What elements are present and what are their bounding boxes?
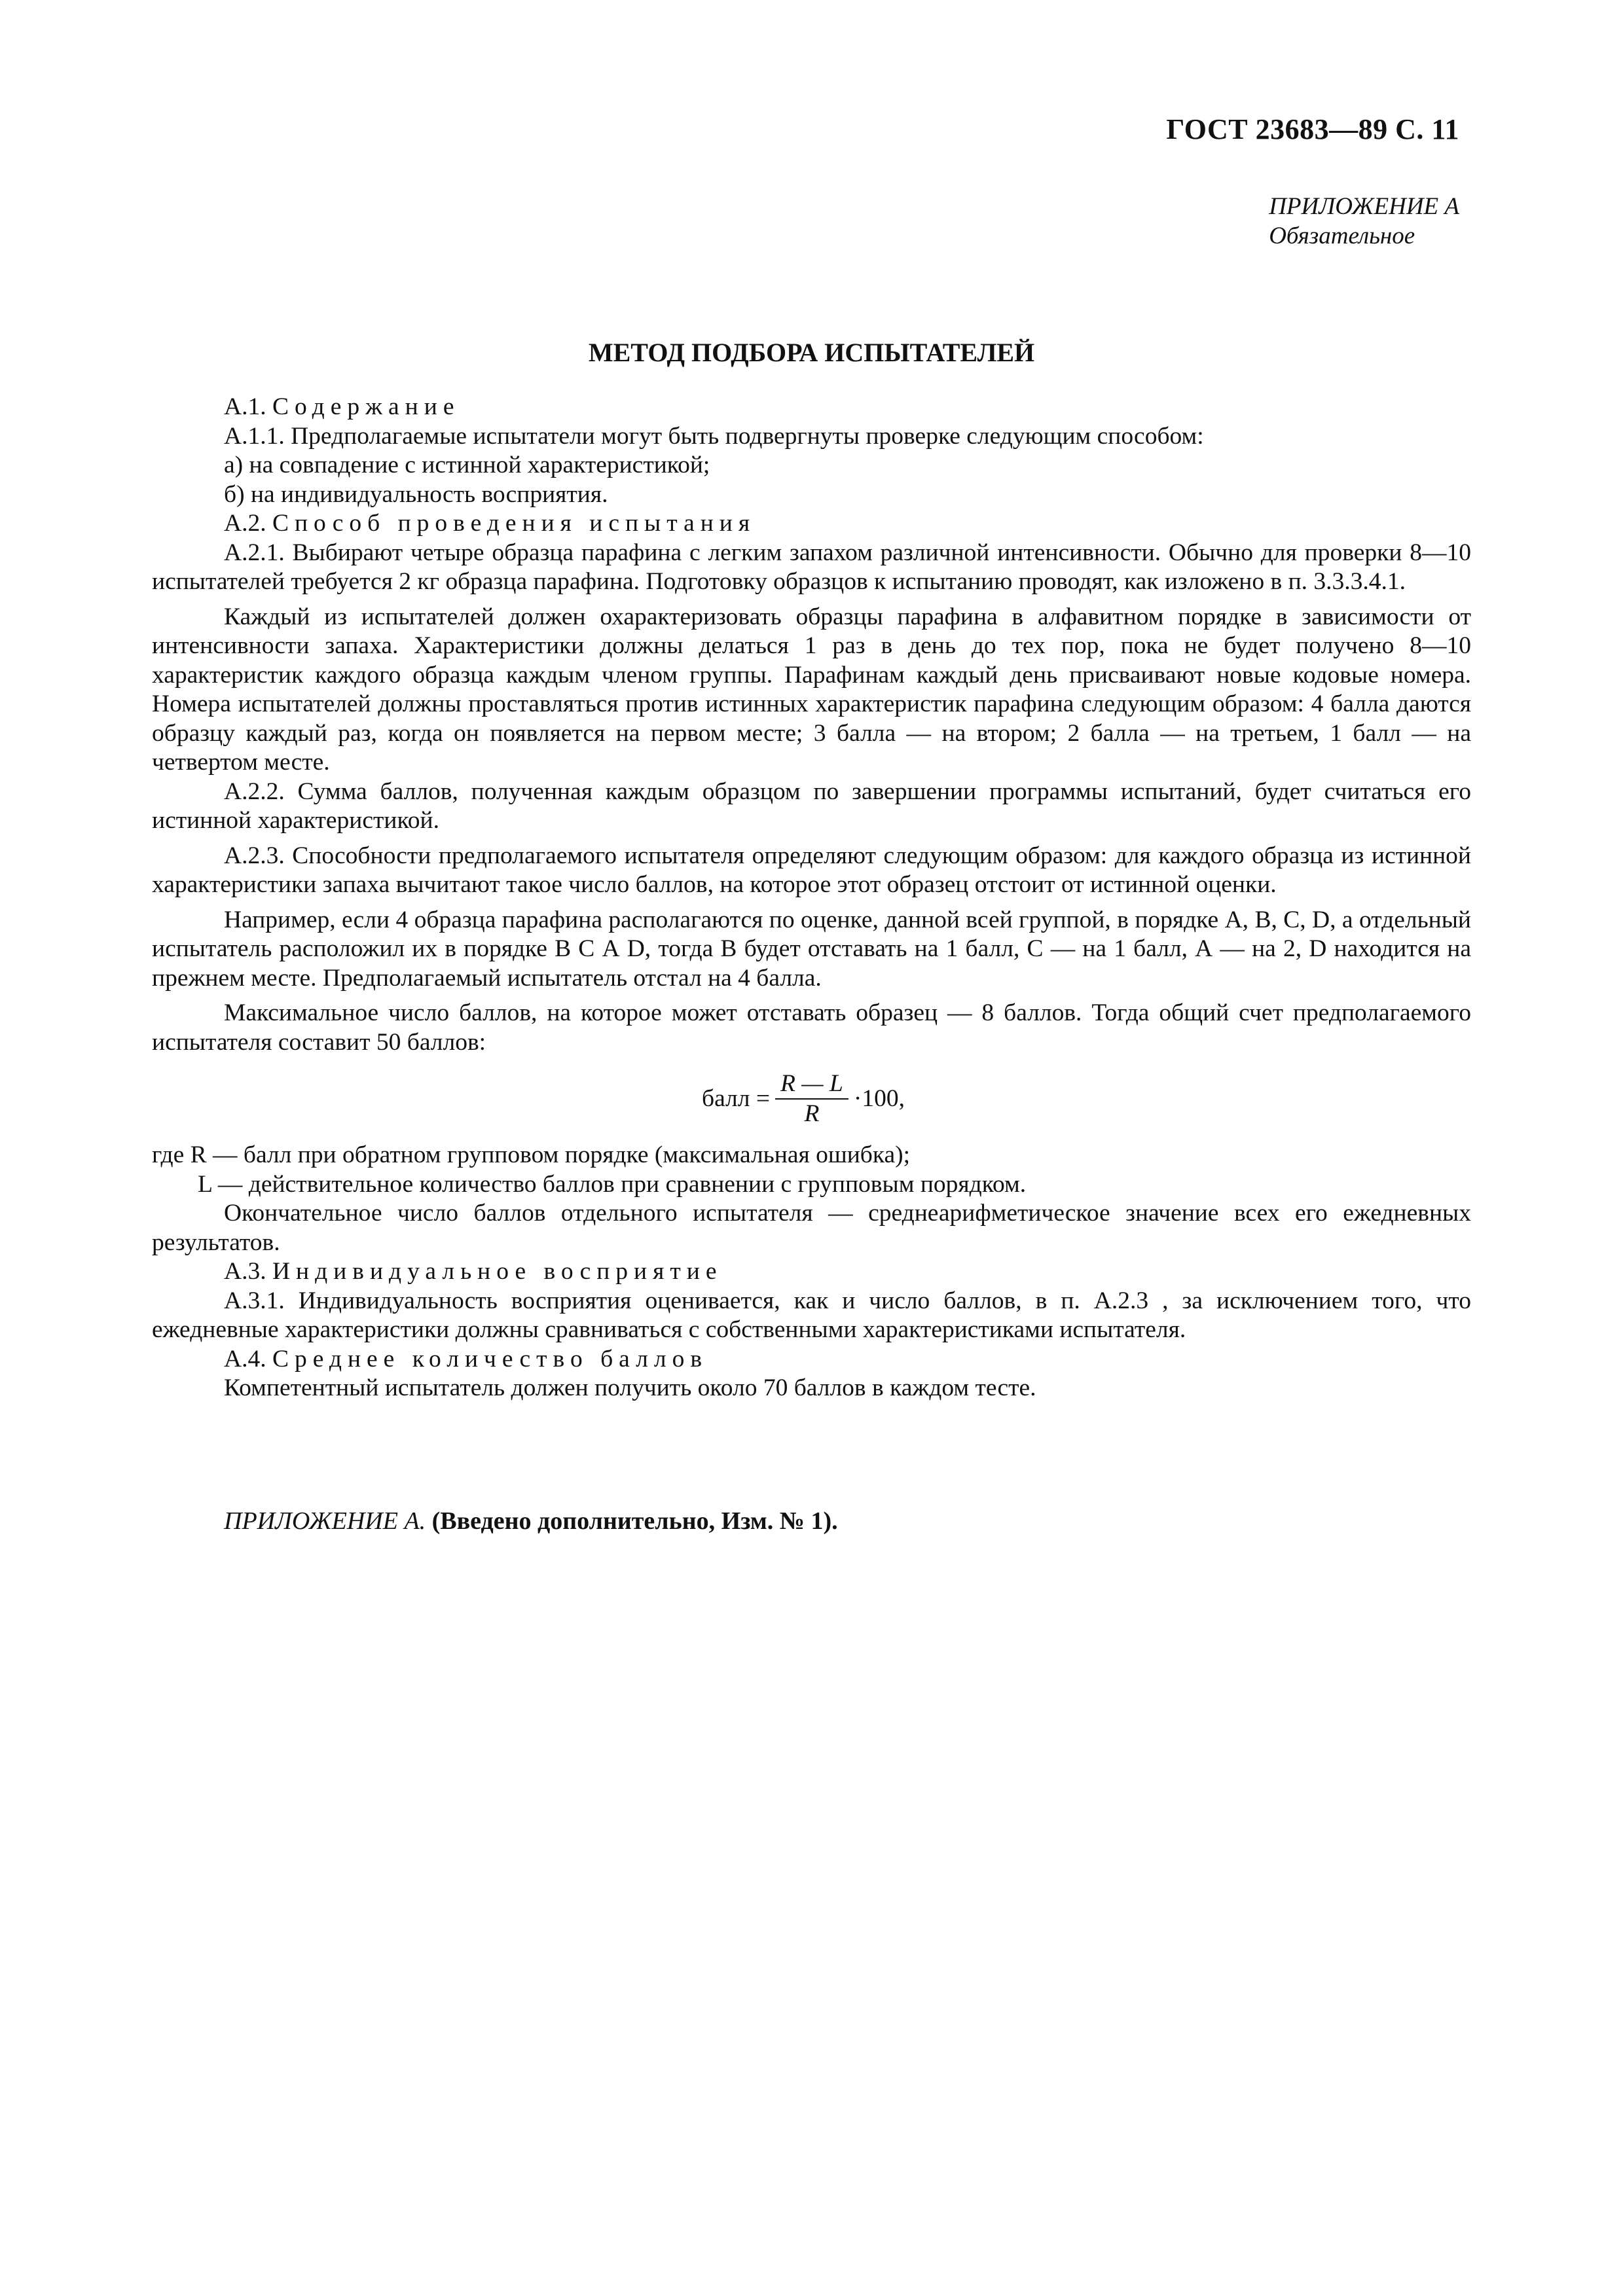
paragraph-max-score: Максимальное число баллов, на которое может отставать образец — 8 баллов. Тогда общий счет предполагаемого испытателя составит 50 баллов: bbox=[152, 999, 1471, 1056]
paragraph-final-score: Окончательное число баллов отдельного испытателя — среднеарифметическое значение всех его ежедневных результатов. bbox=[152, 1200, 1471, 1256]
paragraph-a21-2: Каждый из испытателей должен охарактеризовать образцы парафина в алфавитном порядке в зависимости от интенсивности запаха. Характеристики должны делаться 1 раз в день до тех пор, пока не будет получено 8—10 характеристик каждого образца каждым членом группы. Парафинам каждый день присваивают новые кодовые номера. Номера испытателей должны проставляться против истинных характеристик парафина следующим образом: 4 балла даются образцу каждый раз, когда он появляется на первом месте; 3 балла — на втором; 2 балла — на третьем, 1 балл — на четвертом месте. bbox=[152, 603, 1471, 776]
section-number: А.3. bbox=[224, 1258, 266, 1285]
formula-rhs: ·100, bbox=[853, 1085, 905, 1112]
paragraph-a11: А.1.1. Предполагаемые испытатели могут быть подвергнуты проверке следующим способом: bbox=[224, 422, 1204, 450]
paragraph-example: Например, если 4 образца парафина располагаются по оценке, данной всей группой, в порядке А, В, С, D, а отдельный испытатель расположил их в порядке В С А D, тогда В будет отставать на 1 балл, С — на 1 балл, А — на 2, D находится на прежнем месте. Предполагаемый испытатель отстал на 4 балла. bbox=[152, 906, 1471, 992]
list-item-a: а) на совпадение с истинной характеристикой; bbox=[224, 452, 710, 478]
section-heading-a3 bbox=[152, 1257, 1471, 1287]
list-item-b: б) на индивидуальность восприятия. bbox=[224, 480, 608, 508]
formula-fraction bbox=[775, 1069, 848, 1128]
paragraph-a4: Компетентный испытатель должен получить около 70 баллов в каждом тесте. bbox=[224, 1374, 1036, 1401]
appendix-block bbox=[1269, 192, 1459, 251]
section-heading-a4 bbox=[152, 1345, 1471, 1374]
section-title: Индивидуальное восприятие bbox=[272, 1258, 723, 1285]
footer-label: ПРИЛОЖЕНИЕ А. bbox=[224, 1507, 426, 1535]
score-formula bbox=[152, 1061, 1471, 1138]
section-title: Способ проведения испытания bbox=[272, 510, 756, 537]
formula-numerator: R — L bbox=[775, 1069, 848, 1100]
section-heading-a2 bbox=[152, 509, 1471, 539]
appendix-label: ПРИЛОЖЕНИЕ А bbox=[1269, 193, 1459, 220]
section-number: А.1. bbox=[224, 393, 266, 420]
section-title: Содержание bbox=[272, 393, 460, 420]
formula-lhs: балл = bbox=[702, 1085, 771, 1112]
paragraph-a31: А.3.1. Индивидуальность восприятия оценивается, как и число баллов, в п. А.2.3 , за исключением того, что ежедневные характеристики должны сравниваться с собственными характеристиками испытателя. bbox=[152, 1287, 1471, 1343]
paragraph-a22: А.2.2. Сумма баллов, полученная каждым образцом по завершении программы испытаний, будет считаться его истинной характеристикой. bbox=[152, 778, 1471, 834]
page-title: МЕТОД ПОДБОРА ИСПЫТАТЕЛЕЙ bbox=[588, 338, 1035, 367]
footer-amendment: (Введено дополнительно, Изм. № 1). bbox=[431, 1507, 838, 1535]
section-heading-a1 bbox=[152, 393, 1471, 422]
section-number: А.2. bbox=[224, 510, 266, 537]
main-content bbox=[152, 393, 1471, 1403]
formula-denominator: R bbox=[804, 1100, 820, 1127]
definition-l: L — действительное количество баллов при сравнении с групповым порядком. bbox=[198, 1170, 1027, 1198]
page-header: ГОСТ 23683—89 С. 11 bbox=[1166, 113, 1459, 145]
section-title: Среднее количество баллов bbox=[272, 1345, 708, 1372]
appendix-status: Обязательное bbox=[1269, 223, 1415, 249]
section-number: А.4. bbox=[224, 1345, 266, 1372]
definition-r: где R — балл при обратном групповом порядке (максимальная ошибка); bbox=[152, 1141, 911, 1168]
paragraph-a23: А.2.3. Способности предполагаемого испытателя определяют следующим образом: для каждого образца из истинной характеристики запаха вычитают такое число баллов, на которое этот образец отстоит от истинной оценки. bbox=[152, 842, 1471, 898]
paragraph-a21: А.2.1. Выбирают четыре образца парафина с легким запахом различной интенсивности. Обычно для проверки 8—10 испытателей требуется 2 кг образца парафина. Подготовку образцов к испытанию проводят, как изложено в п. 3.3.3.4.1. bbox=[152, 539, 1471, 595]
footer-note bbox=[224, 1507, 838, 1535]
